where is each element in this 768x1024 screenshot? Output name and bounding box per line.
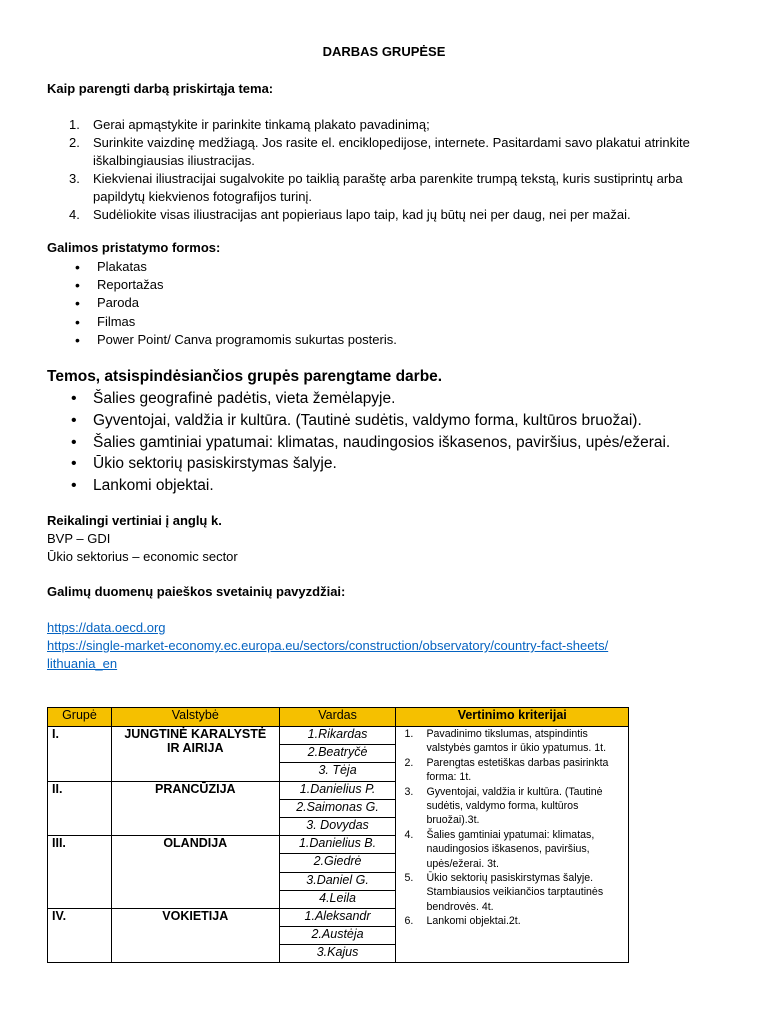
forms-list	[47, 258, 397, 349]
header-group: Grupė	[48, 708, 112, 727]
page-title: DARBAS GRUPĖSE	[322, 44, 446, 59]
state-name: OLANDIJA	[111, 836, 279, 909]
criteria-item: 3. Gyventojai, valdžia ir kultūra. (Tautinė sudėtis, valdymo forma, kultūros bruožai).3t.	[404, 785, 603, 827]
list-item: • Filmas	[47, 313, 397, 331]
table-row	[48, 727, 629, 745]
member-name: 1.Danielius B.	[279, 836, 396, 854]
list-item	[47, 134, 727, 170]
sites-heading: Galimų duomenų paieškos svetainių pavyzdžiai:	[47, 584, 346, 599]
state-name: PRANCŪZIJA	[111, 781, 279, 836]
table-header-row	[48, 708, 629, 727]
groups-table	[47, 707, 629, 963]
list-item: • Paroda	[47, 294, 397, 312]
criteria-item: 2. Parengtas estetiškas darbas pasirinkta forma: 1t.	[404, 756, 609, 784]
criteria-item: 5. Ūkio sektorių pasiskirstymas šalyje. Stambiausios veikiančios tarptautinės bendrovės. 4t.	[404, 872, 604, 913]
list-item: • Power Point/ Canva programomis sukurtas posteris.	[47, 331, 397, 349]
group-number: II.	[48, 781, 112, 836]
item-text: Kiekvienai iliustracijai sugalvokite po taiklią paraštę arba parenkite trumpą tekstą, kuris sustiprintų arba papildytų kiekvienos fotografijos turinį.	[93, 171, 683, 204]
criteria-item: 6. Lankomi objektai.2t.	[404, 915, 521, 928]
member-name: 2.Beatryčė	[279, 745, 396, 763]
item-text: Surinkite vaizdinę medžiagą. Jos rasite el. enciklopedijose, internete. Pasitardami savo plakatui atrinkite iškalbingiausias iliustracijas.	[93, 135, 690, 168]
member-name: 2.Saimonas G.	[279, 799, 396, 817]
list-item: • Lankomi objektai.	[47, 475, 670, 497]
themes-heading: Temos, atsispindėsiančios grupės parengtame darbe.	[47, 368, 443, 385]
state-name: VOKIETIJA	[111, 908, 279, 963]
header-state: Valstybė	[111, 708, 279, 727]
terms-heading: Reikalingi vertiniai į anglų k.	[47, 513, 222, 528]
member-name: 3. Tėja	[279, 763, 396, 781]
list-item	[47, 116, 727, 134]
header-name: Vardas	[279, 708, 396, 727]
member-name: 1.Aleksandr	[279, 908, 396, 926]
member-name: 4.Leila	[279, 890, 396, 908]
criteria-item: 1. Pavadinimo tikslumas, atspindintis valstybės gamtos ir ūkio ypatumus. 1t.	[404, 728, 607, 755]
link-ec-europa[interactable]: https://single-market-economy.ec.europa.eu/sectors/construction/observatory/country-fact-sheets/	[47, 638, 609, 653]
member-name: 2.Austėja	[279, 927, 396, 945]
link-ec-europa-continued[interactable]: lithuania_en	[47, 656, 118, 671]
header-criteria: Vertinimo kriterijai	[396, 708, 629, 727]
list-item	[47, 206, 727, 224]
list-item	[47, 170, 727, 206]
member-name: 2.Giedrė	[279, 854, 396, 872]
themes-list	[47, 388, 670, 497]
list-item: • Ūkio sektorių pasiskirstymas šalyje.	[47, 453, 670, 475]
item-number: 2.	[69, 135, 80, 150]
list-item: • Šalies gamtiniai ypatumai: klimatas, naudingosios iškasenos, paviršius, upės/ežerai.	[47, 432, 670, 454]
list-item: • Gyventojai, valdžia ir kultūra. (Tautinė sudėtis, valdymo forma, kultūros bruožai).	[47, 410, 670, 432]
criteria-item: 4. Šalies gamtiniai ypatumai: klimatas, naudingosios iškasenos, paviršius, upės/ežerai. 3t.	[404, 828, 595, 870]
member-name: 3.Kajus	[279, 945, 396, 963]
forms-heading: Galimos pristatymo formos:	[47, 240, 221, 255]
group-number: III.	[48, 836, 112, 909]
prep-steps-list	[47, 116, 727, 224]
term-line: Ūkio sektorius – economic sector	[47, 549, 238, 564]
item-text: Sudėliokite visas iliustracijas ant popieriaus lapo taip, kad jų būtų nei per daug, nei per mažai.	[93, 207, 631, 222]
member-name: 3. Dovydas	[279, 817, 396, 835]
item-number: 1.	[69, 117, 80, 132]
member-name: 1.Danielius P.	[279, 781, 396, 799]
list-item: • Reportažas	[47, 276, 397, 294]
list-item: • Šalies geografinė padėtis, vieta žemėlapyje.	[47, 388, 670, 410]
item-text: Gerai apmąstykite ir parinkite tinkamą plakato pavadinimą;	[93, 117, 430, 132]
link-oecd[interactable]: https://data.oecd.org	[47, 620, 166, 635]
criteria-cell	[396, 727, 629, 963]
list-item: • Plakatas	[47, 258, 397, 276]
prep-heading: Kaip parengti darbą priskirtąja tema:	[47, 81, 274, 96]
member-name: 3.Daniel G.	[279, 872, 396, 890]
term-line: BVP – GDI	[47, 531, 111, 546]
group-number: IV.	[48, 908, 112, 963]
group-number: I.	[48, 727, 112, 782]
state-name: JUNGTINĖ KARALYSTĖ IR AIRIJA	[111, 727, 279, 782]
item-number: 4.	[69, 207, 80, 222]
item-number: 3.	[69, 171, 80, 186]
member-name: 1.Rikardas	[279, 727, 396, 745]
